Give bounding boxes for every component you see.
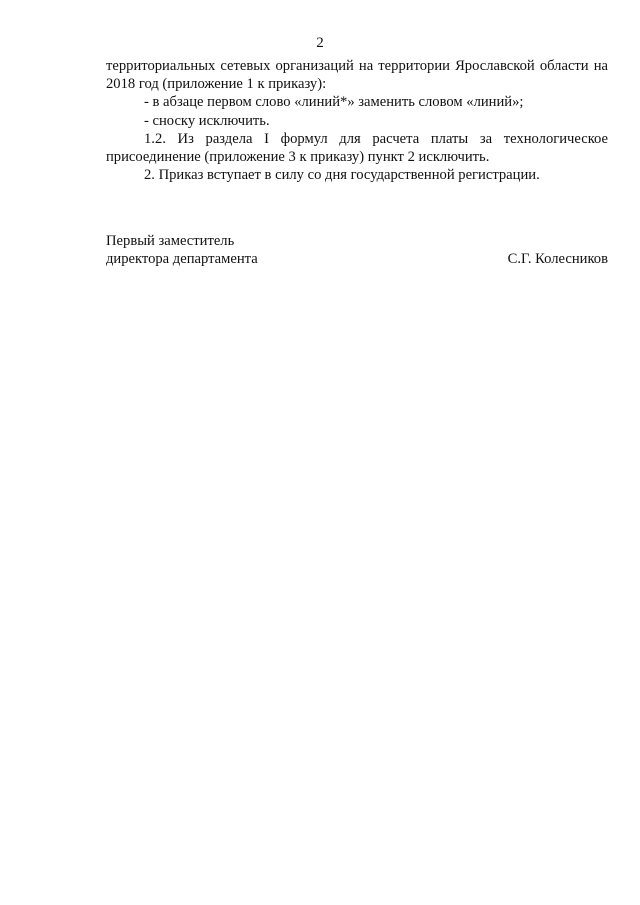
paragraph-continuation: территориальных сетевых организаций на территории Ярославской области на 2018 год (приложение 1 к приказу): xyxy=(106,58,608,93)
signatory-position-line1: Первый заместитель xyxy=(106,233,235,249)
document-body xyxy=(106,57,608,184)
signatory-position-line2: директора департамента xyxy=(106,251,258,268)
paragraph-remove-footnote: - сноску исключить. xyxy=(144,112,270,129)
paragraph-item-2: 2. Приказ вступает в силу со дня государственной регистрации. xyxy=(144,167,540,184)
paragraph-item-1-2: 1.2. Из раздела I формул для расчета платы за технологическое присоединение (приложение 3 к приказу) пункт 2 исключить. xyxy=(106,130,608,166)
signature-block xyxy=(106,232,608,268)
signature-row xyxy=(106,250,608,268)
page-number: 2 xyxy=(316,35,324,51)
signatory-name: С.Г. Колесников xyxy=(507,251,608,268)
paragraph-replace-word: - в абзаце первом слово «линий*» заменить словом «линий»; xyxy=(144,94,524,111)
